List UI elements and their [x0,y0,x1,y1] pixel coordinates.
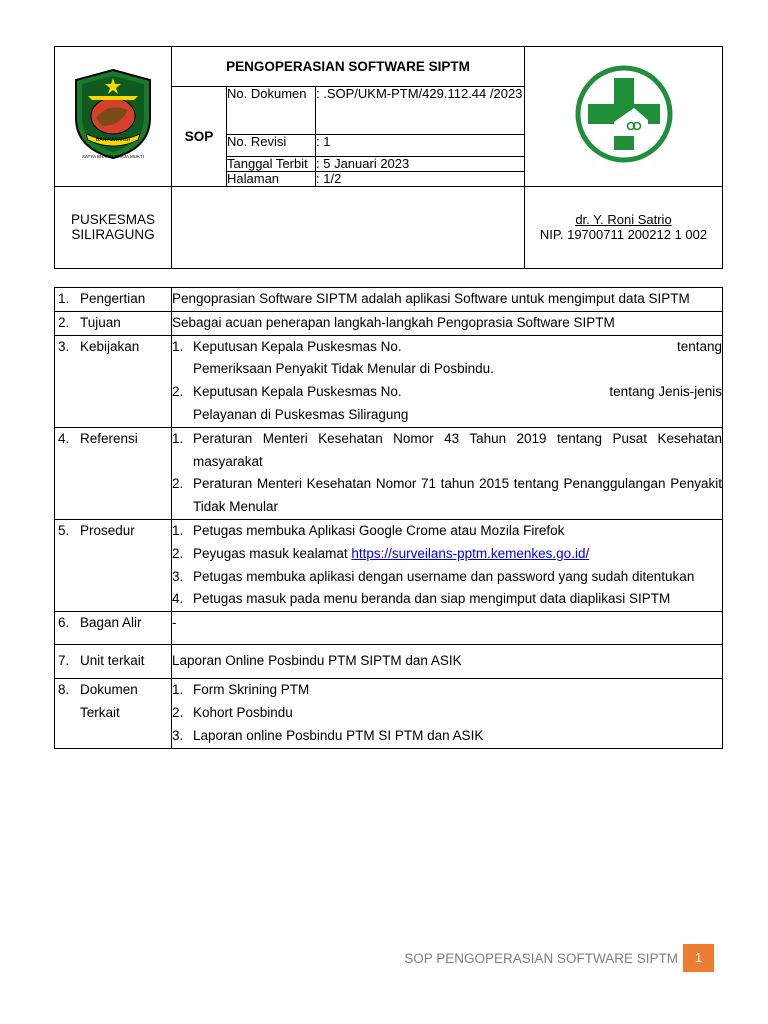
section-row-dokumen [55,679,723,748]
related-documents-list [172,679,722,747]
item-number: 2. [172,704,184,720]
item-text: Petugas masuk pada menu beranda dan siap mengimput data diaplikasi SIPTM [193,591,671,607]
item-number: 2. [172,384,184,400]
item-part: Peyugas masuk kealamat [193,545,352,561]
list-item [172,381,722,427]
item-number: 3. [172,568,184,584]
section-title: Terkait [80,704,120,720]
list-item [172,336,722,382]
section-row-pengertian [55,288,723,312]
section-row-bagan [55,612,723,645]
item-number: 1. [172,682,184,698]
section-title: Dokumen [80,682,138,698]
item-number: 2. [172,476,184,492]
banyuwangi-crest-icon [68,66,158,162]
section-title: Bagan Alir [80,615,142,631]
section-number: 1. [58,291,70,306]
meta-label: No. Revisi [227,134,316,156]
section-content: Pengoprasian Software SIPTM adalah aplikasi Software untuk mengimput data SIPTM [172,288,723,312]
meta-label: Tanggal Terbit [227,156,316,171]
signer-name: dr. Y. Roni Satrio [575,212,672,227]
section-title: Prosedur [80,522,135,538]
section-number: 2. [58,314,70,330]
section-title: Pengertian [80,291,146,306]
regency-logo-cell [55,47,172,187]
meta-value: : 5 Januari 2023 [316,156,525,171]
section-label [55,645,172,679]
item-line [193,381,722,404]
item-number: 1. [172,430,184,446]
item-text: Petugas membuka aplikasi dengan username dan password yang sudah ditentukan [193,568,695,584]
section-title: Referensi [80,430,138,446]
list-item [172,679,722,702]
signer-block [525,186,723,268]
page-number-badge: 1 [683,944,714,972]
section-label [55,288,172,312]
list-item [172,725,722,748]
section-number: 6. [58,615,70,631]
list-item [172,588,722,611]
meta-value: : 1/2 [316,171,525,186]
sop-header-table [54,46,723,269]
section-title: Unit terkait [80,653,145,669]
section-label [55,427,172,519]
section-number: 8. [58,682,70,698]
item-text: Peraturan Menteri Kesehatan Nomor 43 Tahun 2019 tentang Pusat Kesehatan masyarakat [193,430,722,469]
item-text: Kohort Posbindu [193,704,293,720]
procedure-list [172,520,722,611]
page-footer-title: SOP PENGOPERASIAN SOFTWARE SIPTM [404,951,678,966]
item-number: 4. [172,591,184,607]
section-label [55,612,172,645]
meta-label: No. Dokumen [227,87,316,134]
section-content [172,427,723,519]
section-row-prosedur [55,519,723,611]
item-part: Pelayanan di Puskesmas Siliragung [193,406,409,422]
section-content [172,519,723,611]
item-text [193,381,722,427]
item-number: 1. [172,338,184,354]
document-meta-table [227,87,524,186]
section-content [172,335,723,427]
puskesmas-logo-cell [525,47,723,187]
meta-value: : .SOP/UKM-PTM/429.112.44 /2023 [316,87,525,134]
section-content: Sebagai acuan penerapan langkah-langkah Pengoprasia Software SIPTM [172,311,723,335]
item-text: Peraturan Menteri Kesehatan Nomor 71 tahun 2015 tentang Penanggulangan Penyakit Tidak Menular [193,476,722,515]
section-number: 3. [58,338,70,354]
list-item [172,702,722,725]
item-number: 2. [172,545,184,561]
logo-motto-text: SATYA BHAKTI PRAJA MUKTI [81,153,145,159]
item-part: Keputusan Kepala Puskesmas No. [193,338,402,354]
section-content [172,679,723,748]
item-line [193,336,722,359]
section-label [55,679,172,748]
item-part: tentang [676,338,722,354]
section-label [55,519,172,611]
list-item [172,428,722,474]
siptm-url-link[interactable]: https://surveilans-pptm.kemenkes.go.id/ [351,545,590,561]
meta-label: Halaman [227,171,316,186]
document-title: PENGOPERASIAN SOFTWARE SIPTM [172,47,525,87]
list-item [172,520,722,543]
section-number: 5. [58,522,70,538]
list-item [172,566,722,589]
item-part: Keputusan Kepala Puskesmas No. [193,384,402,400]
org-line: PUSKESMAS [70,212,156,227]
section-row-kebijakan [55,335,723,427]
item-number: 1. [172,522,184,538]
section-row-referensi [55,427,723,519]
item-text [193,543,722,566]
sop-content-table [54,287,723,749]
section-row-unit [55,645,723,679]
sop-label: SOP [172,87,227,187]
organization-name [55,186,172,268]
item-part: tentang Jenis-jenis [609,384,722,400]
meta-value: : 1 [316,134,525,156]
section-number: 7. [58,653,70,669]
signer-nip: NIP. 19700711 200212 1 002 [539,227,708,242]
item-text: Petugas membuka Aplikasi Google Crome atau Mozila Firefok [193,522,565,538]
policy-list [172,336,722,427]
document-meta-cell [227,87,525,187]
section-row-tujuan [55,311,723,335]
section-label [55,311,172,335]
logo-banner-text: BANYUWANGI [96,136,130,143]
section-number: 4. [58,430,70,446]
section-title: Tujuan [80,314,121,330]
list-item [172,543,722,566]
puskesmas-logo-icon [574,64,674,164]
item-text: Laporan online Posbindu PTM SI PTM dan ASIK [193,727,484,743]
item-part: Pemeriksaan Penyakit Tidak Menular di Posbindu. [193,361,494,377]
blank-cell [172,186,525,268]
item-number: 3. [172,727,184,743]
section-title: Kebijakan [80,338,140,354]
item-text: Form Skrining PTM [193,682,310,698]
section-label [55,335,172,427]
section-content: - [172,612,723,645]
section-content: Laporan Online Posbindu PTM SIPTM dan ASIK [172,645,723,679]
item-text [193,336,722,382]
list-item [172,473,722,519]
org-line: SILIRAGUNG [71,227,155,242]
reference-list [172,428,722,519]
